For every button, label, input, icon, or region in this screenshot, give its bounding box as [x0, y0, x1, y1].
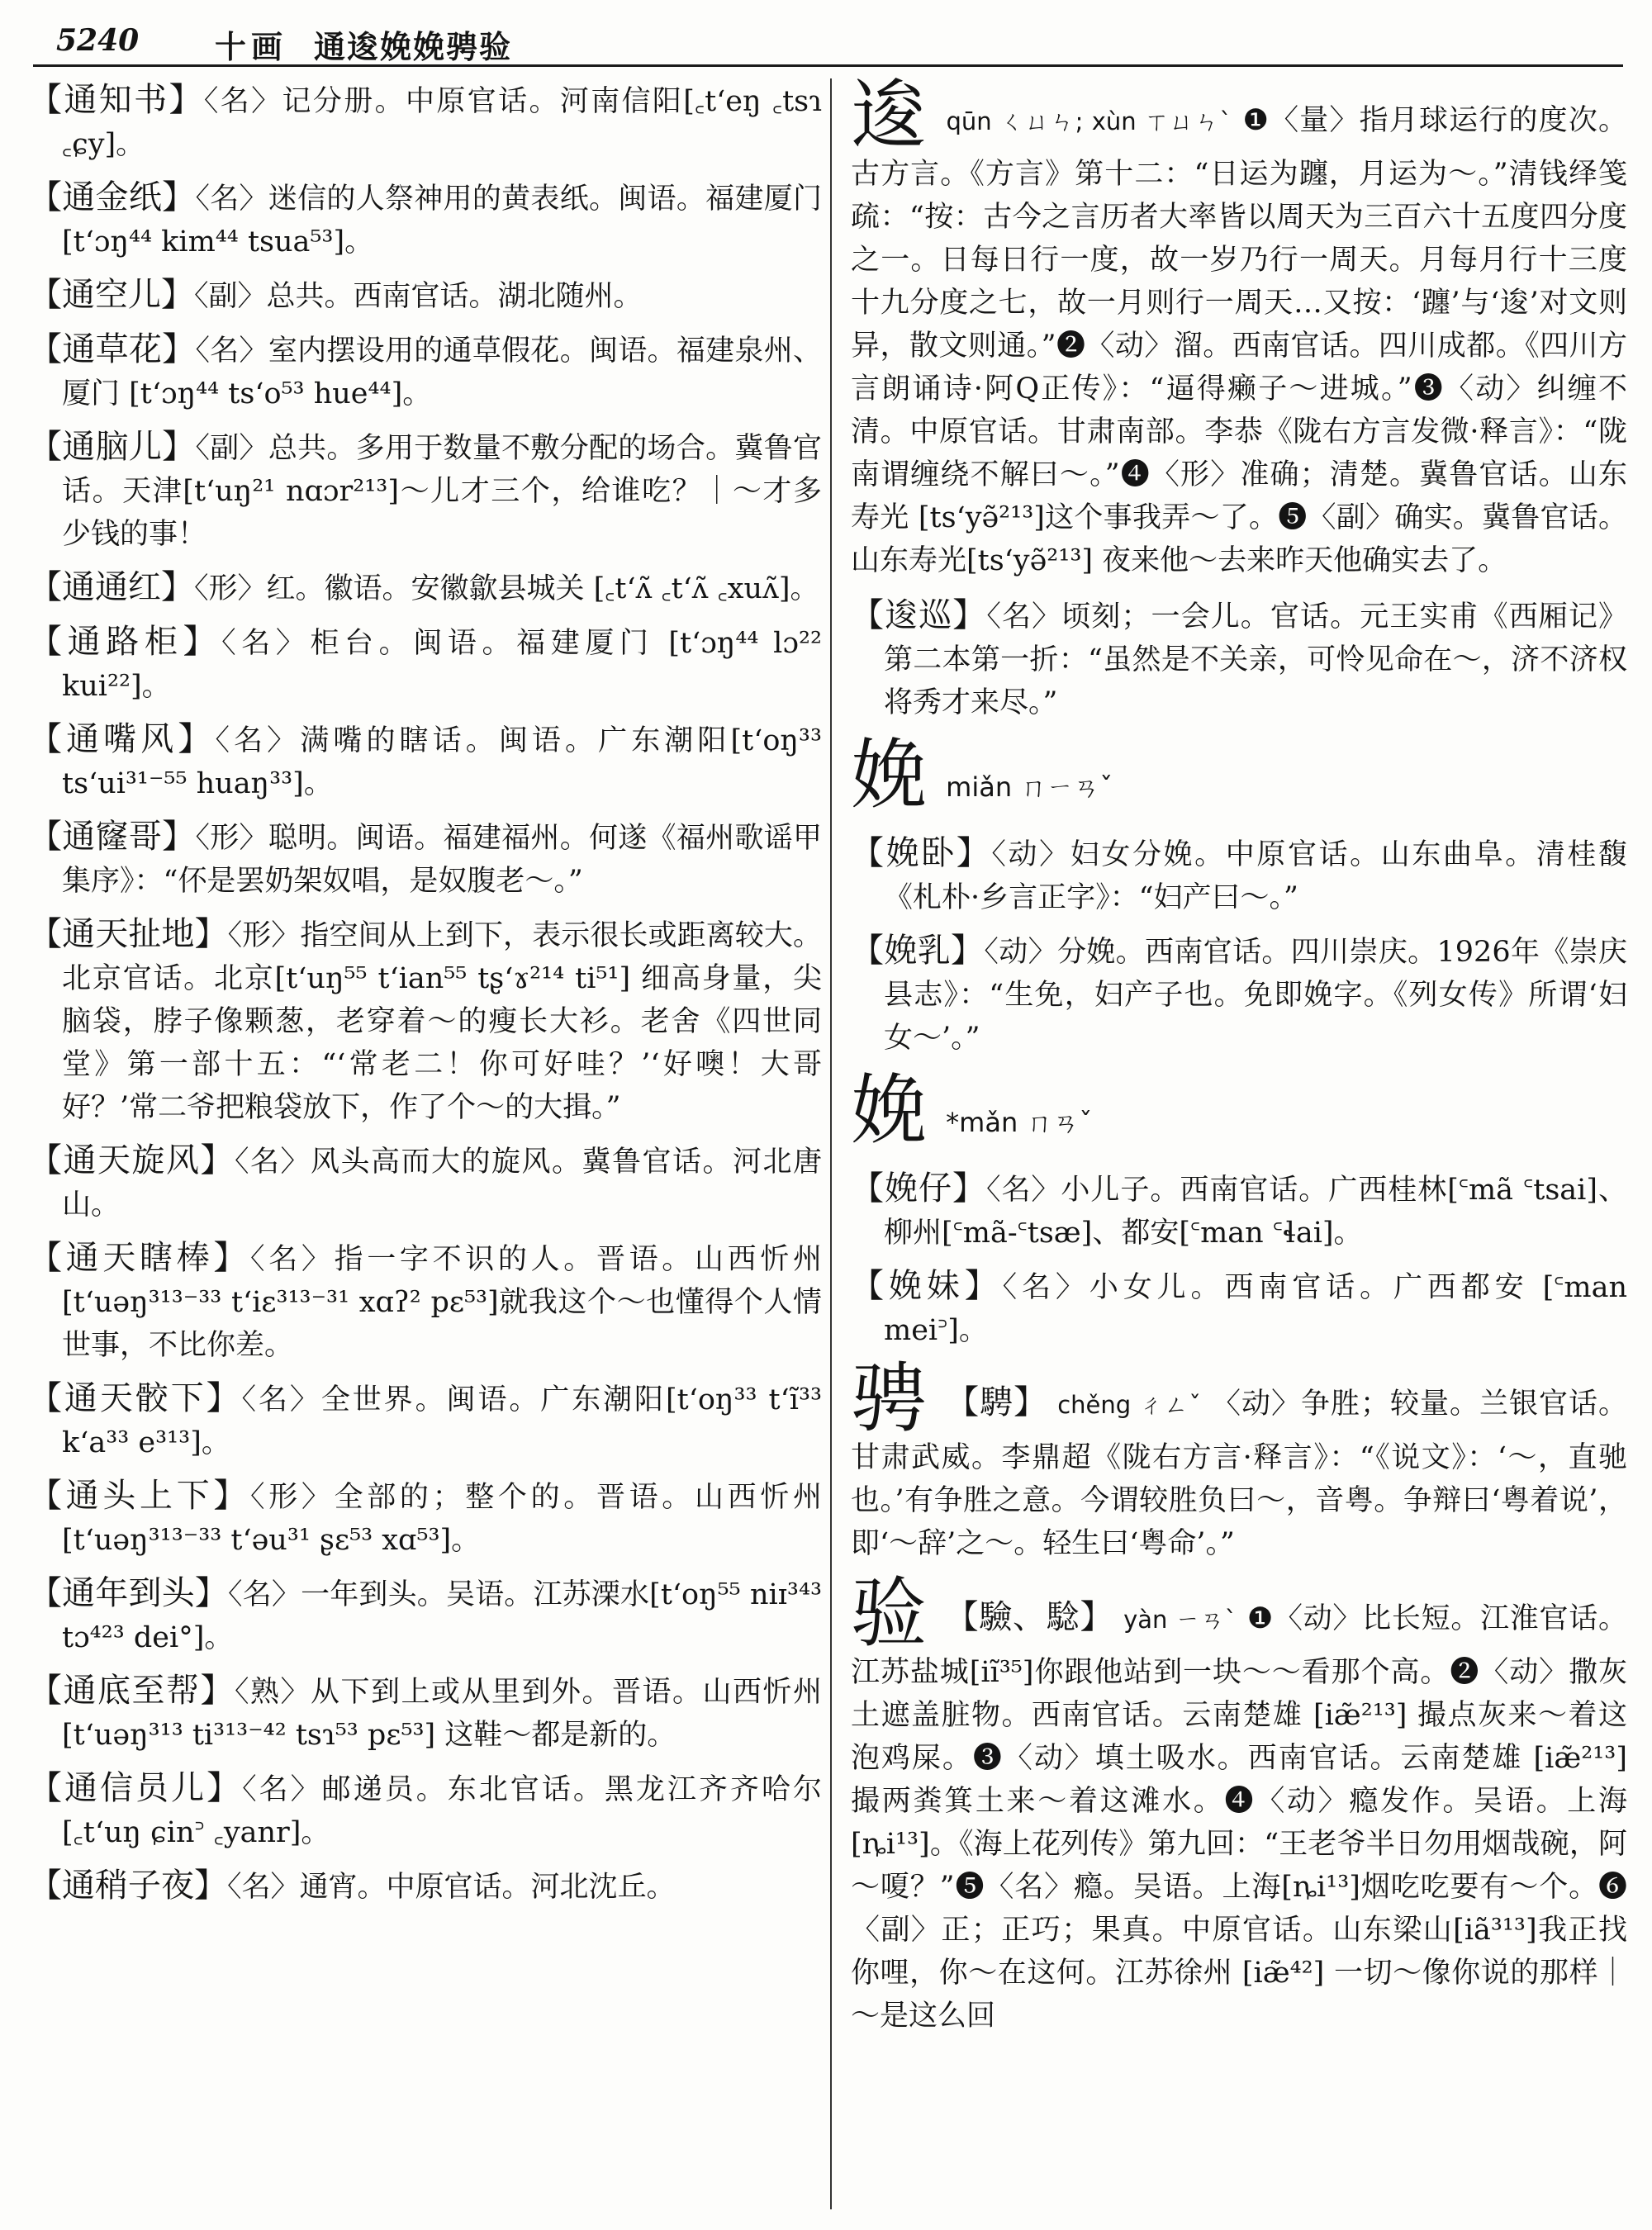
right-column — [851, 71, 1627, 2049]
dictionary-entry — [29, 620, 822, 708]
dictionary-entry — [29, 1572, 822, 1659]
entry-headword: 【通金纸】 — [29, 178, 196, 216]
pronunciation: *mǎn ㄇㄢˇ — [946, 1107, 1093, 1138]
definition: 〈动〉分娩。西南官话。四川崇庆。1926年《崇庆县志》：“生免，妇产子也。免即娩字。《列女传》所谓‘妇女～’。” — [884, 936, 1627, 1055]
headword-char: 娩 — [851, 1066, 928, 1155]
entry-headword: 【通年到头】 — [29, 1574, 229, 1612]
entry-headword: 【通通红】 — [29, 568, 194, 606]
entry-definition: 〈名〉柜台。闽语。福建厦门 [tʻɔŋ⁴⁴ lɔ²² kui²²]。 — [62, 627, 822, 703]
entry-definition: 〈名〉迷信的人祭神用的黄表纸。闽语。福建厦门 [tʻɔŋ⁴⁴ kim⁴⁴ tsua⁵³]。 — [62, 183, 823, 259]
entry-definition: 〈副〉总共。西南官话。湖北随州。 — [194, 280, 643, 313]
entry-headword: 【通路柜】 — [29, 623, 222, 661]
sub-headword: 【娩仔】 — [851, 1170, 986, 1208]
dictionary-entry — [29, 913, 822, 1129]
definition: 〈名〉小儿子。西南官话。广西桂林[꜂mã ꜂tsai]、柳州[꜂mã-꜂tsæ]、都安[꜂man ꜂ɬai]。 — [884, 1174, 1627, 1250]
dictionary-entry — [29, 328, 822, 415]
entry-definition: 〈熟〉从下到上或从里到外。晋语。山西忻州 [tʻuəŋ³¹³ ti³¹³⁻⁴² tsɿ⁵³ pɛ⁵³] 这鞋～都是新的。 — [62, 1676, 822, 1752]
entry-definition: 〈名〉室内摆设用的通草假花。闽语。福建泉州、厦门 [tʻɔŋ⁴⁴ tsʻo⁵³ hue⁴⁴]。 — [62, 334, 823, 410]
entry-definition: 〈形〉指空间从上到下，表示很长或距离较大。北京官话。北京[tʻuŋ⁵⁵ tʻian⁵⁵ tʂʻɤ²¹⁴ ti⁵¹] 细高身量，尖脑袋，脖子像颗葱，老穿着～的瘦长大衫。老舍《四世同堂》第一部十五：“‘常老二！你可好哇？’‘好噢！大哥好？’常二爷把粮袋放下，作了个～的大揖。” — [62, 919, 822, 1124]
definition: ❶〈动〉比长短。江淮官话。江苏盐城[iĩ³⁵]你跟他站到一块～～看那个高。❷〈动〉撒灰土遮盖脏物。西南官话。云南楚雄 [iæ̃²¹³] 撮点灰来～着这泡鸡屎。❸〈动〉填土吸水。西南官话。云南楚雄 [iæ̃²¹³] 撮两粪箕土来～着这滩水。❹〈动〉瘾发作。吴语。上海[ȵi¹³]。《海上花列传》第九回：“王老爷半日勿用烟哉碗，阿～嗄？”❺〈名〉瘾。吴语。上海[ȵi¹³]烟吃吃要有～个。❻〈副〉正；正巧；果真。中原官话。山东梁山[iã³¹³]我正找你哩，你～在这何。江苏徐州 [iæ̃⁴²] 一切～像你说的那样｜～是这么回 — [851, 1602, 1627, 2033]
section-label: 十画 — [215, 28, 288, 65]
dictionary-entry — [29, 718, 822, 805]
pronunciation: miǎn ㄇㄧㄢˇ — [946, 771, 1113, 803]
sub-entry — [851, 929, 1627, 1060]
entry-definition: 〈名〉通宵。中原官话。河北沈丘。 — [227, 1871, 676, 1904]
pronunciation: yàn ㄧㄢˋ — [1123, 1606, 1238, 1634]
char-entry-yan — [851, 1569, 1627, 2038]
dictionary-entry — [29, 1236, 822, 1367]
dictionary-entry — [29, 1864, 822, 1909]
entry-headword: 【通嘴风】 — [29, 720, 216, 758]
definition: 〈动〉争胜；较量。兰银官话。甘肃武威。李鼎超《陇右方言·释言》：“《说文》：‘～，直驰也。’有争胜之意。今谓较胜负曰～，音粤。争辩曰‘粤着说’，即‘～辞’之～。轻生曰‘粤命’。” — [851, 1388, 1627, 1560]
headword-char: 娩 — [851, 731, 928, 819]
entry-headword: 【通窿哥】 — [29, 818, 196, 856]
column-divider — [830, 78, 832, 2209]
entry-definition: 〈名〉邮递员。东北官话。黑龙江齐齐哈尔 [꜀tʻuŋ ɕin꜄ ꜀yanr]。 — [62, 1773, 822, 1849]
sub-entry — [851, 594, 1627, 724]
entry-headword: 【通天旋风】 — [29, 1141, 235, 1179]
entry-headword: 【通草花】 — [29, 330, 196, 368]
dictionary-entry — [29, 1139, 822, 1226]
sub-headword: 【娩乳】 — [851, 932, 985, 970]
dictionary-entry — [29, 78, 822, 166]
entry-headword: 【通天扯地】 — [29, 915, 228, 953]
entry-headword: 【通头上下】 — [29, 1477, 251, 1515]
entry-definition: 〈名〉记分册。中原官话。河南信阳[꜀tʻeŋ ꜀tsɿ ꜀ɕy]。 — [62, 85, 822, 161]
dictionary-entry — [29, 1669, 822, 1757]
entry-definition: 〈名〉全世界。闽语。广东潮阳[tʻoŋ³³ tʻĩ³³ kʻa³³ e³¹³]。 — [62, 1383, 823, 1459]
entry-headword: 【通天瞎棒】 — [29, 1239, 251, 1277]
sub-entry — [851, 1167, 1627, 1255]
definition: 〈名〉顷刻；一会儿。官话。元王实甫《西厢记》第二本第一折：“虽然是不关亲，可怜见命在～，济不济权将秀才来尽。” — [884, 600, 1627, 719]
variant-form: 【騁】 — [946, 1383, 1048, 1421]
entry-headword: 【通底至帮】 — [29, 1672, 235, 1710]
entry-definition: 〈名〉指一字不识的人。晋语。山西忻州 [tʻuəŋ³¹³⁻³³ tʻiɛ³¹³⁻³¹ xɑʔ² pɛ⁵³]就我这个～也懂得个人情世事，不比你差。 — [62, 1243, 822, 1362]
definition: ❶〈量〉指月球运行的度次。古方言。《方言》第十二：“日运为躔，月运为～。”清钱绎笺疏：“按：古今之言历者大率皆以周天为三百六十五度四分度之一。日每日行一度，故一岁乃行一周天。月每月行十三度十九分度之七，故一月则行一周天…又按：‘躔’与‘逡’对文则异，散文则通。”❷〈动〉溜。西南官话。四川成都。《四川方言朗诵诗·阿Q正传》：“逼得癞子～进城。”❸〈动〉纠缠不清。中原官话。甘肃南部。李恭《陇右方言发微·释言》：“陇南谓缠绕不解曰～。”❹〈形〉准确；清楚。冀鲁官话。山东寿光 [tsʻyə̃²¹³]这个事我弄～了。❺〈副〉确实。冀鲁官话。山东寿光[tsʻyə̃²¹³] 夜来他～去来昨天他确实去了。 — [851, 104, 1627, 577]
dictionary-entry — [29, 1767, 822, 1854]
variant-form: 【驗、騐】 — [945, 1598, 1114, 1636]
definition: 〈名〉小女儿。西南官话。广西都安 [꜂man mei꜄]。 — [884, 1271, 1627, 1347]
char-header-mian — [851, 731, 1627, 828]
dictionary-entry — [29, 273, 822, 318]
entry-headword: 【通脑儿】 — [29, 428, 196, 466]
dictionary-entry — [29, 176, 822, 263]
entry-headword: 【通信员儿】 — [29, 1769, 243, 1807]
entry-definition: 〈名〉满嘴的瞎话。闽语。广东潮阳[tʻoŋ³³ tsʻui³¹⁻⁵⁵ huaŋ³³]。 — [62, 724, 822, 800]
dictionary-entry — [29, 1377, 822, 1464]
char-header-man — [851, 1066, 1627, 1164]
entry-definition: 〈名〉风头高而大的旋风。冀鲁官话。河北唐山。 — [62, 1146, 822, 1222]
entry-definition: 〈名〉一年到头。吴语。江苏溧水[tʻoŋ⁵⁵ niɪ³⁴³ tɔ⁴²³ dei°]。 — [62, 1578, 822, 1654]
dictionary-entry — [29, 425, 822, 556]
pronunciation: qūn ㄑㄩㄣ; xùn ㄒㄩㄣˋ — [946, 107, 1233, 135]
sub-headword: 【娩卧】 — [851, 834, 992, 872]
char-entry-cheng — [851, 1355, 1627, 1565]
page-number: 5240 — [56, 23, 140, 58]
headword-char: 逡 — [851, 71, 928, 159]
sub-entry — [851, 832, 1627, 919]
sub-entry — [851, 1264, 1627, 1352]
entry-definition: 〈形〉红。徽语。安徽歙县城关 [꜀tʻʌ̃ ꜀tʻʌ̃ ꜀xuʌ̃]。 — [194, 572, 819, 605]
entry-definition: 〈形〉聪明。闽语。福建福州。何遂《福州歌谣甲集序》：“伓是罢奶架奴唱，是奴腹老～。” — [62, 822, 823, 898]
entry-definition: 〈副〉总共。多用于数量不敷分配的场合。冀鲁官话。天津[tʻuŋ²¹ nɑɔr²¹³]～儿才三个，给谁吃？｜～才多少钱的事！ — [62, 432, 823, 551]
sub-headword: 【逡巡】 — [851, 596, 987, 634]
entry-definition: 〈形〉全部的；整个的。晋语。山西忻州 [tʻuəŋ³¹³⁻³³ tʻəu³¹ ʂɛ⁵³ xɑ⁵³]。 — [62, 1481, 822, 1557]
sub-headword: 【娩妹】 — [851, 1267, 1003, 1305]
left-column — [29, 78, 822, 1919]
headword-char: 骋 — [851, 1355, 928, 1443]
entry-headword: 【通空儿】 — [29, 276, 194, 314]
headword-char: 验 — [851, 1569, 928, 1658]
entry-headword: 【通稍子夜】 — [29, 1867, 227, 1905]
header-characters: 通逡娩娩骋验 — [314, 28, 513, 65]
pronunciation: chěng ㄔㄥˇ — [1057, 1391, 1202, 1419]
entry-headword: 【通天骹下】 — [29, 1379, 242, 1417]
entry-headword: 【通知书】 — [29, 81, 204, 119]
dictionary-entry — [29, 815, 822, 903]
dictionary-entry — [29, 1474, 822, 1562]
char-entry-qun — [851, 71, 1627, 582]
page-header — [33, 15, 1623, 67]
dictionary-entry — [29, 566, 822, 610]
definition: 〈动〉妇女分娩。中原官话。山东曲阜。清桂馥《札朴·乡言正字》：“妇产曰～。” — [884, 838, 1627, 914]
